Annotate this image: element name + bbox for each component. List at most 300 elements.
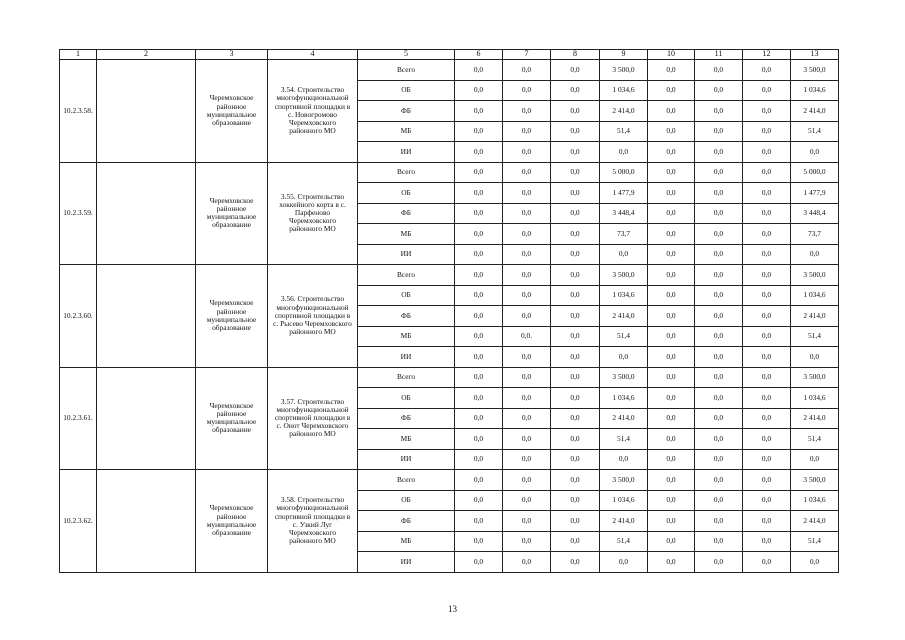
amount-cell: 0,0 xyxy=(648,408,695,429)
description-line: спортивной площадки в xyxy=(274,511,351,521)
amount-cell: 0,0 xyxy=(551,326,600,347)
amount-cell: 0,0 xyxy=(648,121,695,142)
column-number: 2 xyxy=(97,50,196,60)
municipality-line: муниципальное xyxy=(206,519,257,529)
description-line: с. Рысево Черемховского xyxy=(273,318,352,328)
amount-cell: 0,0 xyxy=(648,244,695,265)
amount-cell: 0,0 xyxy=(648,470,695,491)
amount-cell: 0,0 xyxy=(648,183,695,204)
amount-cell: 1 034,6 xyxy=(791,490,839,511)
description-line: Черемховского xyxy=(288,527,337,537)
amount-cell: 0,0 xyxy=(600,449,648,470)
amount-cell: 0,0 xyxy=(695,224,743,245)
amount-cell: 0,0 xyxy=(695,490,743,511)
description-line: районного МО xyxy=(289,224,336,234)
amount-cell: 1 034,6 xyxy=(791,285,839,306)
amount-cell: 0,0 xyxy=(455,224,503,245)
funding-source: МБ xyxy=(358,224,455,245)
amount-cell: 0,0 xyxy=(648,60,695,81)
municipality-line: муниципальное xyxy=(206,212,257,222)
amount-cell: 0,0 xyxy=(503,511,551,532)
amount-cell: 0,0 xyxy=(503,101,551,122)
amount-cell: 0,0 xyxy=(648,552,695,573)
amount-cell: 0,0 xyxy=(551,60,600,81)
amount-cell: 0,0 xyxy=(648,285,695,306)
amount-cell: 0,0 xyxy=(600,552,648,573)
municipality-line: муниципальное xyxy=(206,109,257,119)
amount-cell: 0,0 xyxy=(648,347,695,368)
municipality-line: образование xyxy=(212,220,251,230)
empty-cell xyxy=(97,470,196,573)
municipality-cell xyxy=(196,162,268,265)
amount-cell: 0,0 xyxy=(455,162,503,183)
amount-cell: 0,0 xyxy=(743,142,791,163)
amount-cell: 0,0 xyxy=(455,408,503,429)
amount-cell: 0,0 xyxy=(695,306,743,327)
municipality-cell xyxy=(196,367,268,470)
amount-cell: 0,0 xyxy=(791,142,839,163)
amount-cell: 0,0 xyxy=(551,121,600,142)
amount-cell: 2 414,0 xyxy=(791,511,839,532)
amount-cell: 0,0 xyxy=(455,367,503,388)
municipality-line: образование xyxy=(212,322,251,332)
funding-source: МБ xyxy=(358,531,455,552)
amount-cell: 0,0 xyxy=(743,101,791,122)
funding-source: МБ xyxy=(358,429,455,450)
amount-cell: 51,4 xyxy=(791,429,839,450)
column-number: 5 xyxy=(358,50,455,60)
amount-cell: 0,0 xyxy=(551,552,600,573)
table-row xyxy=(60,60,839,81)
funding-source: Всего xyxy=(358,162,455,183)
amount-cell: 0,0 xyxy=(695,470,743,491)
amount-cell: 0,0 xyxy=(743,203,791,224)
column-number: 10 xyxy=(648,50,695,60)
amount-cell: 0,0 xyxy=(695,101,743,122)
measure-description-cell xyxy=(268,470,358,573)
item-code: 10.2.3.60. xyxy=(60,265,97,368)
amount-cell: 0,0 xyxy=(695,60,743,81)
amount-cell: 0,0 xyxy=(743,60,791,81)
column-number: 4 xyxy=(268,50,358,60)
amount-cell: 51,4 xyxy=(600,429,648,450)
amount-cell: 0,0 xyxy=(503,408,551,429)
municipality-line: районное xyxy=(216,101,247,111)
amount-cell: 0,0 xyxy=(503,60,551,81)
amount-cell: 0,0 xyxy=(695,367,743,388)
amount-cell: 0,0 xyxy=(551,265,600,286)
amount-cell: 0,0 xyxy=(503,552,551,573)
amount-cell: 0,0 xyxy=(648,162,695,183)
amount-cell: 0,0 xyxy=(791,347,839,368)
amount-cell: 0,0 xyxy=(503,203,551,224)
amount-cell: 0,0 xyxy=(743,224,791,245)
amount-cell: 0,0 xyxy=(695,347,743,368)
amount-cell: 3 500,0 xyxy=(600,470,648,491)
amount-cell: 2 414,0 xyxy=(600,408,648,429)
measure-description-cell xyxy=(268,60,358,163)
municipality-line: муниципальное xyxy=(206,417,257,427)
municipality-line: Черемховское xyxy=(209,400,254,410)
amount-cell: 3 500,0 xyxy=(791,470,839,491)
description-line: Парфеново xyxy=(294,208,331,218)
program-table xyxy=(59,49,839,573)
amount-cell: 0,0 xyxy=(503,490,551,511)
funding-source: Всего xyxy=(358,367,455,388)
municipality-line: образование xyxy=(212,527,251,537)
funding-source: МБ xyxy=(358,121,455,142)
item-code: 10.2.3.58. xyxy=(60,60,97,163)
funding-source: ИИ xyxy=(358,552,455,573)
amount-cell: 0,0 xyxy=(455,449,503,470)
amount-cell: 0,0 xyxy=(455,60,503,81)
amount-cell: 0,0 xyxy=(551,531,600,552)
amount-cell: 0,0 xyxy=(695,162,743,183)
amount-cell: 0,0 xyxy=(455,490,503,511)
amount-cell: 1 034,6 xyxy=(791,388,839,409)
amount-cell: 0,0 xyxy=(551,142,600,163)
amount-cell: 73,7 xyxy=(600,224,648,245)
table-body xyxy=(60,50,839,573)
amount-cell: 0,0 xyxy=(551,449,600,470)
amount-cell: 0,0 xyxy=(648,429,695,450)
amount-cell: 2 414,0 xyxy=(600,511,648,532)
description-line: районного МО xyxy=(289,429,336,439)
amount-cell: 0,0 xyxy=(455,552,503,573)
description-line: 3.57. Строительство xyxy=(280,396,345,406)
amount-cell: 0,0 xyxy=(695,121,743,142)
amount-cell: 0,0 xyxy=(743,367,791,388)
amount-cell: 0,0 xyxy=(648,449,695,470)
municipality-line: Черемховское xyxy=(209,503,254,513)
amount-cell: 0,0 xyxy=(551,408,600,429)
amount-cell: 0,0 xyxy=(503,388,551,409)
amount-cell: 0,0 xyxy=(503,162,551,183)
funding-source: ОБ xyxy=(358,285,455,306)
amount-cell: 1 034,6 xyxy=(600,490,648,511)
amount-cell: 0,0 xyxy=(743,326,791,347)
funding-source: ФБ xyxy=(358,306,455,327)
amount-cell: 0,0 xyxy=(743,162,791,183)
amount-cell: 0,0 xyxy=(743,429,791,450)
amount-cell: 0,0 xyxy=(455,203,503,224)
amount-cell: 0,0 xyxy=(743,490,791,511)
amount-cell: 0,0 xyxy=(503,285,551,306)
description-line: хоккейного корта в с. xyxy=(279,200,346,210)
amount-cell: 0,0 xyxy=(695,429,743,450)
funding-source: Всего xyxy=(358,470,455,491)
amount-cell: 0,0 xyxy=(600,244,648,265)
column-number: 13 xyxy=(791,50,839,60)
amount-cell: 0,0 xyxy=(455,285,503,306)
amount-cell: 2 414,0 xyxy=(600,101,648,122)
municipality-line: Черемховское xyxy=(209,298,254,308)
amount-cell: 0,0 xyxy=(743,531,791,552)
amount-cell: 0,0 xyxy=(455,470,503,491)
amount-cell: 0,0 xyxy=(648,388,695,409)
amount-cell: 0,0 xyxy=(551,162,600,183)
item-code: 10.2.3.62. xyxy=(60,470,97,573)
amount-cell: 0,0 xyxy=(455,347,503,368)
description-line: 3.54. Строительство xyxy=(280,85,345,95)
amount-cell: 0,0 xyxy=(695,531,743,552)
amount-cell: 0,0 xyxy=(743,80,791,101)
municipality-cell xyxy=(196,470,268,573)
amount-cell: 0,0 xyxy=(551,285,600,306)
funding-source: ОБ xyxy=(358,183,455,204)
amount-cell: 0,0 xyxy=(695,203,743,224)
description-line: Черемховского xyxy=(288,216,337,226)
amount-cell: 3 500,0 xyxy=(791,367,839,388)
municipality-line: районное xyxy=(216,409,247,419)
amount-cell: 0,0 xyxy=(503,80,551,101)
amount-cell: 0,0 xyxy=(743,306,791,327)
description-line: многофункциональной xyxy=(276,302,349,312)
description-line: с. Онот Черемховского xyxy=(276,421,349,431)
description-line: районного МО xyxy=(289,326,336,336)
column-number: 9 xyxy=(600,50,648,60)
amount-cell: 0,0 xyxy=(743,244,791,265)
table-row xyxy=(60,162,839,183)
funding-source: ОБ xyxy=(358,80,455,101)
amount-cell: 0,0 xyxy=(551,470,600,491)
amount-cell: 0,0 xyxy=(455,80,503,101)
amount-cell: 0,0 xyxy=(551,511,600,532)
description-line: спортивной площадки в xyxy=(274,310,351,320)
description-line: районного МО xyxy=(289,126,336,136)
amount-cell: 0,0 xyxy=(743,183,791,204)
funding-source: ФБ xyxy=(358,408,455,429)
description-line: 3.58. Строительство xyxy=(280,495,345,505)
amount-cell: 2 414,0 xyxy=(600,306,648,327)
amount-cell: 0,0 xyxy=(648,203,695,224)
amount-cell: 0,0 xyxy=(648,101,695,122)
amount-cell: 0,0 xyxy=(743,388,791,409)
amount-cell: 0,0 xyxy=(648,224,695,245)
amount-cell: 0,0 xyxy=(695,285,743,306)
table-row xyxy=(60,265,839,286)
amount-cell: 0,0 xyxy=(695,552,743,573)
amount-cell: 2 414,0 xyxy=(791,306,839,327)
description-line: 3.55. Строительство xyxy=(280,191,345,201)
municipality-line: Черемховское xyxy=(209,195,254,205)
amount-cell: 0,0 xyxy=(551,388,600,409)
amount-cell: 0,0 xyxy=(600,347,648,368)
amount-cell: 0,0 xyxy=(551,244,600,265)
amount-cell: 0,0 xyxy=(455,326,503,347)
amount-cell: 3 500,0 xyxy=(791,60,839,81)
amount-cell: 0,0 xyxy=(551,224,600,245)
amount-cell: 0,0 xyxy=(455,101,503,122)
amount-cell: 0,0 xyxy=(791,552,839,573)
description-line: спортивной площадки в xyxy=(274,101,351,111)
amount-cell: 0,0 xyxy=(503,531,551,552)
page-number: 13 xyxy=(448,604,457,614)
municipality-line: муниципальное xyxy=(206,314,257,324)
funding-source: ФБ xyxy=(358,203,455,224)
amount-cell: 0,0 xyxy=(503,224,551,245)
empty-cell xyxy=(97,265,196,368)
funding-source: ОБ xyxy=(358,388,455,409)
amount-cell: 0,0 xyxy=(743,449,791,470)
amount-cell: 0,0 xyxy=(791,244,839,265)
amount-cell: 0,0 xyxy=(695,183,743,204)
column-number: 3 xyxy=(196,50,268,60)
amount-cell: 0,0 xyxy=(455,244,503,265)
amount-cell: 0,0 xyxy=(743,552,791,573)
empty-cell xyxy=(97,367,196,470)
amount-cell: 0,0 xyxy=(695,388,743,409)
amount-cell: 0,0 xyxy=(503,142,551,163)
amount-cell: 1 034,6 xyxy=(600,388,648,409)
amount-cell: 0,0 xyxy=(600,142,648,163)
amount-cell: 0,0 xyxy=(503,183,551,204)
amount-cell: 0,0 xyxy=(695,408,743,429)
description-line: многофункциональной xyxy=(276,503,349,513)
amount-cell: 1 034,6 xyxy=(791,80,839,101)
funding-source: ФБ xyxy=(358,511,455,532)
description-line: районного МО xyxy=(289,536,336,546)
amount-cell: 0,0 xyxy=(455,388,503,409)
description-line: с. Узкий Луг xyxy=(292,519,333,529)
amount-cell: 0,0 xyxy=(551,490,600,511)
funding-source: ИИ xyxy=(358,244,455,265)
amount-cell: 3 500,0 xyxy=(600,60,648,81)
amount-cell: 0,0 xyxy=(743,347,791,368)
amount-cell: 0,0 xyxy=(648,511,695,532)
amount-cell: 1 034,6 xyxy=(600,80,648,101)
municipality-cell xyxy=(196,60,268,163)
municipality-cell xyxy=(196,265,268,368)
amount-cell: 0,0 xyxy=(648,490,695,511)
amount-cell: 3 500,0 xyxy=(600,265,648,286)
amount-cell: 0,0 xyxy=(695,265,743,286)
measure-description-cell xyxy=(268,367,358,470)
amount-cell: 73,7 xyxy=(791,224,839,245)
amount-cell: 0,0 xyxy=(648,265,695,286)
table-row xyxy=(60,367,839,388)
amount-cell: 0,0 xyxy=(503,367,551,388)
amount-cell: 0,0 xyxy=(455,429,503,450)
amount-cell: 5 000,0 xyxy=(791,162,839,183)
amount-cell: 0,0 xyxy=(695,449,743,470)
description-line: с. Новогромово xyxy=(288,109,337,119)
amount-cell: 51,4 xyxy=(600,326,648,347)
amount-cell: 1 034,6 xyxy=(600,285,648,306)
item-code: 10.2.3.59. xyxy=(60,162,97,265)
amount-cell: 1 477,9 xyxy=(600,183,648,204)
amount-cell: 3 448,4 xyxy=(600,203,648,224)
amount-cell: 0,0 xyxy=(551,367,600,388)
municipality-line: районное xyxy=(216,204,247,214)
amount-cell: 0,0 xyxy=(695,244,743,265)
amount-cell: 0,0 xyxy=(503,347,551,368)
funding-source: ИИ xyxy=(358,142,455,163)
funding-source: Всего xyxy=(358,265,455,286)
amount-cell: 2 414,0 xyxy=(791,101,839,122)
municipality-line: Черемховское xyxy=(209,93,254,103)
description-line: Черемховского xyxy=(288,117,337,127)
column-number: 7 xyxy=(503,50,551,60)
description-line: спортивной площадки в xyxy=(274,413,351,423)
amount-cell: 0,0 xyxy=(648,306,695,327)
item-code: 10.2.3.61. xyxy=(60,367,97,470)
amount-cell: 0,0 xyxy=(551,101,600,122)
amount-cell: 0,0 xyxy=(455,142,503,163)
description-line: многофункциональной xyxy=(276,405,349,415)
measure-description-cell xyxy=(268,265,358,368)
column-number: 12 xyxy=(743,50,791,60)
amount-cell: 1 477,9 xyxy=(791,183,839,204)
amount-cell: 0,0 xyxy=(503,449,551,470)
amount-cell: 0,0 xyxy=(791,449,839,470)
amount-cell: 51,4 xyxy=(791,121,839,142)
measure-description-cell xyxy=(268,162,358,265)
column-number: 1 xyxy=(60,50,97,60)
amount-cell: 0,0 xyxy=(743,265,791,286)
amount-cell: 51,4 xyxy=(791,531,839,552)
empty-cell xyxy=(97,60,196,163)
column-number-row xyxy=(60,50,839,60)
municipality-line: районное xyxy=(216,306,247,316)
funding-source: ФБ xyxy=(358,101,455,122)
column-number: 6 xyxy=(455,50,503,60)
amount-cell: 5 000,0 xyxy=(600,162,648,183)
funding-source: Всего xyxy=(358,60,455,81)
description-line: многофункциональной xyxy=(276,93,349,103)
amount-cell: 0,0 xyxy=(551,347,600,368)
amount-cell: 0,0 xyxy=(743,121,791,142)
amount-cell: 51,4 xyxy=(600,121,648,142)
municipality-line: районное xyxy=(216,511,247,521)
amount-cell: 0,0 xyxy=(648,80,695,101)
amount-cell: 2 414,0 xyxy=(791,408,839,429)
amount-cell: 3 500,0 xyxy=(600,367,648,388)
amount-cell: 0,0. xyxy=(503,326,551,347)
column-number: 11 xyxy=(695,50,743,60)
amount-cell: 0,0 xyxy=(695,326,743,347)
amount-cell: 0,0 xyxy=(551,183,600,204)
amount-cell: 0,0 xyxy=(503,470,551,491)
amount-cell: 0,0 xyxy=(503,265,551,286)
amount-cell: 3 448,4 xyxy=(791,203,839,224)
municipality-line: образование xyxy=(212,117,251,127)
amount-cell: 0,0 xyxy=(648,142,695,163)
funding-source: ИИ xyxy=(358,347,455,368)
amount-cell: 0,0 xyxy=(551,203,600,224)
empty-cell xyxy=(97,162,196,265)
amount-cell: 0,0 xyxy=(743,511,791,532)
amount-cell: 0,0 xyxy=(503,244,551,265)
amount-cell: 0,0 xyxy=(648,531,695,552)
amount-cell: 0,0 xyxy=(743,285,791,306)
amount-cell: 0,0 xyxy=(743,470,791,491)
table-row xyxy=(60,470,839,491)
description-line: 3.56. Строительство xyxy=(280,294,345,304)
amount-cell: 0,0 xyxy=(455,531,503,552)
municipality-line: образование xyxy=(212,425,251,435)
amount-cell: 0,0 xyxy=(455,265,503,286)
amount-cell: 0,0 xyxy=(455,183,503,204)
funding-source: ИИ xyxy=(358,449,455,470)
funding-source: МБ xyxy=(358,326,455,347)
amount-cell: 0,0 xyxy=(503,429,551,450)
amount-cell: 0,0 xyxy=(648,326,695,347)
amount-cell: 0,0 xyxy=(455,511,503,532)
funding-source: ОБ xyxy=(358,490,455,511)
amount-cell: 0,0 xyxy=(551,429,600,450)
amount-cell: 0,0 xyxy=(455,306,503,327)
